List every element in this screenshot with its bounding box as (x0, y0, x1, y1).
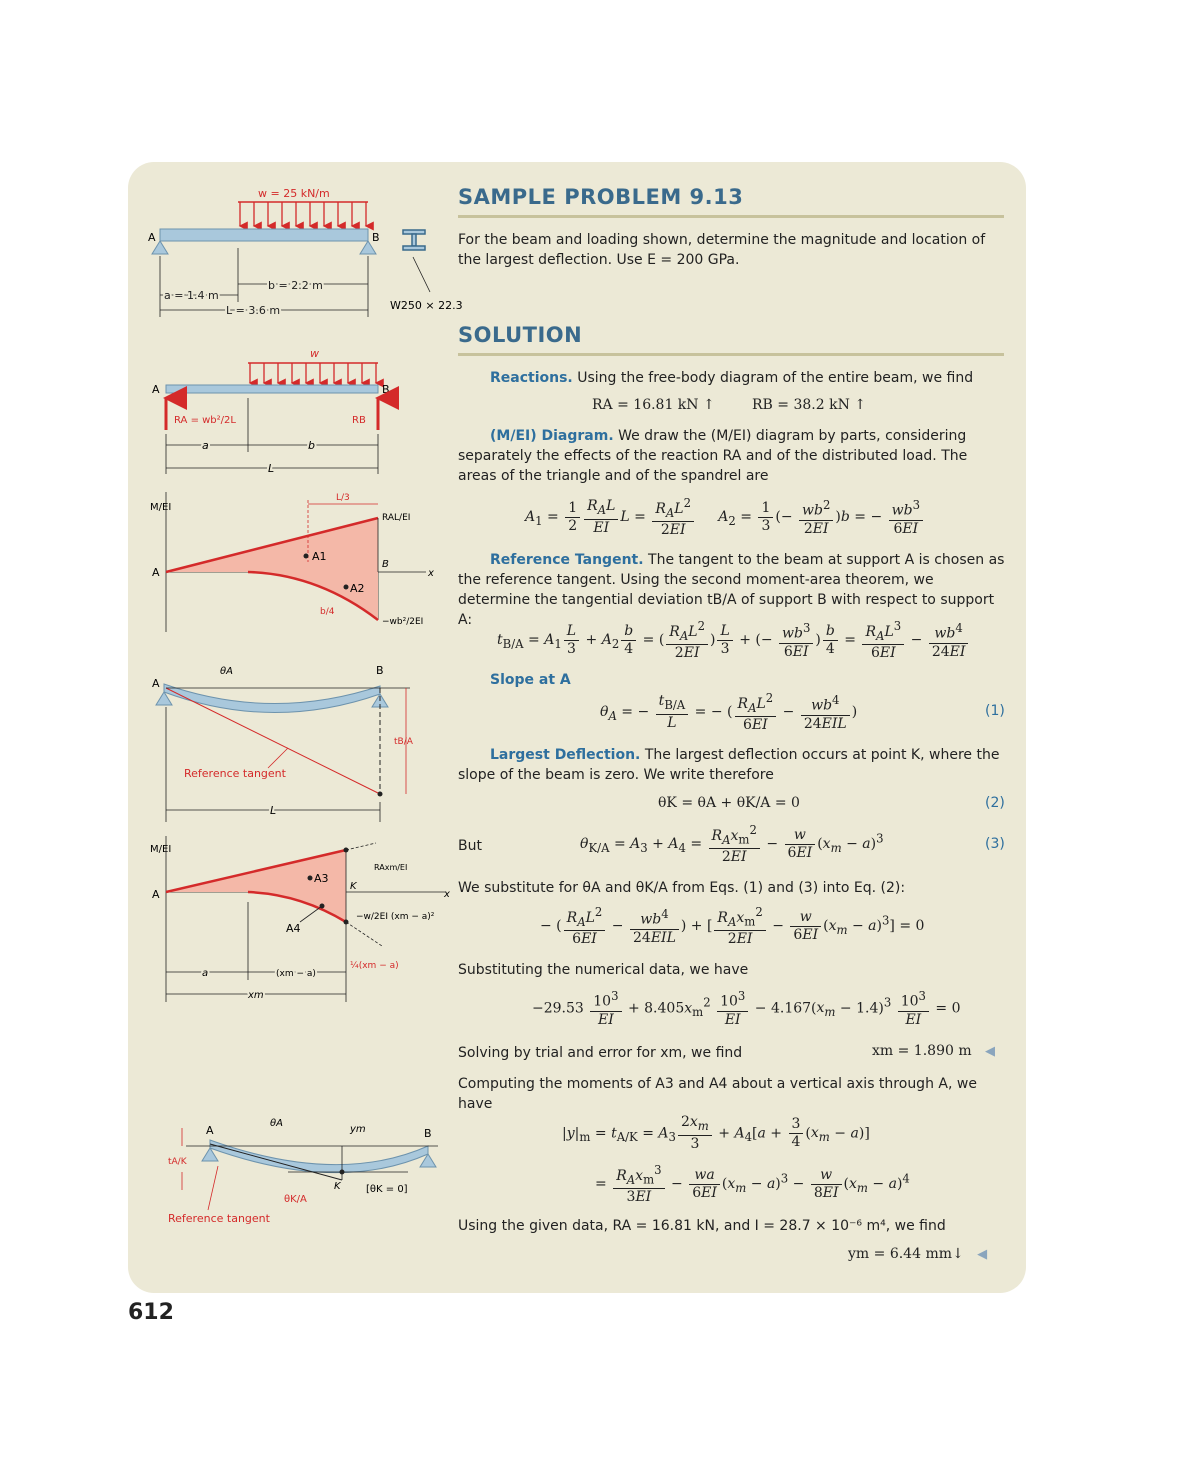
eq2-text: θK = θA + θK/A = 0 (658, 795, 800, 811)
xm-result: xm = 1.890 m ◀ (872, 1043, 995, 1059)
mei2-xm-a: (xm − a) (276, 969, 316, 979)
mei-x-axis: x (428, 568, 434, 579)
ym-equation-1: $|y|_m = t_{A/K} = A_3$ $\frac{2x_m}{3}$ + $A_4[a$ + $\frac{3}{4}$ $(x_m - a)$] (562, 1114, 870, 1152)
largest-heading: Largest Deflection. (490, 747, 641, 763)
mei-axis-label: M/EI (150, 502, 172, 513)
moments-text: Computing the moments of A3 and A4 about a vertical axis through A, we have (458, 1076, 977, 1112)
sample-problem-title: SAMPLE PROBLEM 9.13 (458, 185, 744, 209)
eq-number-1: (1) (985, 703, 1005, 719)
mei2-a4: A4 (286, 922, 301, 935)
tan-theta-a: θA (220, 666, 233, 677)
mei2-xm: xm (248, 990, 264, 1001)
dim-a: a = 1.4 m (164, 289, 219, 302)
ra-result: RA = 16.81 kN ↑ (592, 397, 715, 413)
mei-diagram (150, 492, 434, 632)
eq-number-3: (3) (985, 836, 1005, 852)
mei-b-label: B (382, 559, 389, 570)
mei-paragraph (458, 426, 1006, 486)
beam-point-b: B (372, 231, 380, 244)
theta-a-equation: $\theta_A$ = − $\frac{t_{B/A}}{L}$ = − ( $\frac{R_AL^2}{6EI}$ − $\frac{wb^4}{\text{24EIL}}$ ) (600, 691, 858, 734)
mei-ral-ei: RAL/EI (382, 513, 411, 523)
fbd-dim-b: b (308, 439, 315, 452)
dim-b: b = 2.2 m (268, 279, 323, 292)
tba-equation: $t_{B/A} = A_1$ $\frac{L}{3}$ + $A_2$ $\frac{b}{4}$ = ( $\frac{R_AL^2}{2EI}$ ) $\frac{L}{3}$ + (− $\frac{wb^3}{6EI}$ ) $\frac{b}{4}$ = $\frac{R_AL^3}{6EI}$ − $\frac{wb^4}{24EI}$ (497, 618, 970, 662)
free-body-diagram (152, 347, 390, 475)
mei-heading: (M/EI) Diagram. (490, 428, 614, 444)
substituted-equation: − ( $\frac{R_AL^2}{6EI}$ − $\frac{wb^4}{\text{24EIL}}$ ) + [ $\frac{R_Ax_m^2}{2EI}$ − $\frac{w}{6EI}$ $(x_m - a)^3] = 0$ (540, 905, 925, 948)
mei-a1: A1 (312, 550, 327, 563)
max-deflection-figure (168, 1118, 438, 1225)
mei2-dim-a: a (202, 968, 209, 979)
section-label: W250 × 22.3 (390, 299, 463, 312)
title-rule (458, 215, 1004, 218)
tan-point-b: B (376, 664, 384, 677)
fbd-ra: RA = wb²/2L (174, 415, 236, 426)
largest-paragraph (458, 745, 1006, 785)
fbd-rb: RB (352, 415, 366, 426)
xm-value: xm = 1.890 m (872, 1043, 972, 1059)
mei2-x-axis: x (444, 889, 450, 900)
reactions-heading: Reactions. (490, 370, 573, 386)
mei-wb2: −wb²/2EI (382, 617, 424, 627)
problem-statement: For the beam and loading shown, determine the magnitude and location of the largest deflection. Use E = 200 GPa. (458, 232, 986, 268)
fbd-point-a: A (152, 383, 160, 396)
mei-point-a: A (152, 566, 160, 579)
beam-point-a: A (148, 231, 156, 244)
fbd-dim-a: a (202, 439, 209, 452)
area-equation: $A_1$ = $\frac{1}{2}$ $\frac{R_AL}{EI}$ L = $\frac{R_AL^2}{2EI}$ $A_2$ = $\frac{1}{3}$ (− $\frac{wb^2}{2EI}$ )b = − $\frac{wb^3}{6EI}$ (525, 495, 925, 539)
mei2-k: K (350, 881, 357, 892)
mei-diagram-k (150, 836, 450, 1002)
tan-dim-l: L (270, 804, 277, 817)
tan-ref-label: Reference tangent (184, 767, 286, 780)
def-ref-label: Reference tangent (168, 1212, 270, 1225)
mei2-point-a: A (152, 888, 160, 901)
theta-ka-equation: $\theta_{K/A} = A_3 + A_4$ = $\frac{R_Ax_m^2}{2EI}$ − $\frac{w}{6EI}$ $(x_m - a)^3$ (580, 823, 884, 866)
def-theta-ka: θK/A (284, 1194, 307, 1205)
mei-l3: L/3 (336, 493, 350, 503)
reactions-paragraph (458, 368, 1006, 388)
numerical-text: Substituting the numerical data, we have (458, 962, 749, 978)
def-theta-a: θA (270, 1118, 283, 1129)
given-text: Using the given data, RA = 16.81 kN, and I = 28.7 × 10⁻⁶ m⁴, we find (458, 1218, 946, 1234)
mei-a2: A2 (350, 582, 365, 595)
mei2-quarter: ¼(xm − a) (350, 961, 399, 971)
eq-number-2: (2) (985, 795, 1005, 811)
def-ym: ym (350, 1124, 366, 1135)
reference-tangent-figure (152, 664, 414, 822)
tan-tba: tB/A (394, 737, 413, 747)
fbd-dim-l: L (268, 462, 275, 475)
solution-title: SOLUTION (458, 323, 583, 347)
reftan-heading: Reference Tangent. (490, 552, 644, 568)
def-point-a: A (206, 1124, 214, 1137)
tan-point-a: A (152, 677, 160, 690)
largest-text: The largest deflection occurs at point K, where the slope of the beam is zero. We write therefore (458, 747, 1000, 783)
ym-result: ym = 6.44 mm↓ ◀ (848, 1246, 988, 1262)
figures-column (128, 162, 468, 1293)
mei2-axis-label: M/EI (150, 844, 172, 855)
dim-l: L = 3.6 m (226, 304, 281, 317)
reftan-text: The tangent to the beam at support A is chosen as the reference tangent. Using the second moment-area theorem, we determine the tangential deviation tB/A of support B with respect to support A: (458, 552, 1005, 628)
reactions-text: Using the free-body diagram of the entire beam, we find (577, 370, 974, 386)
slope-heading: Slope at A (490, 672, 571, 688)
mei2-w2ei: −w/2EI (xm − a)² (356, 912, 435, 922)
numerical-equation: −29.53 $\frac{10^3}{EI}$ + $8.405x_m^2$ $\frac{10^3}{EI}$ − $4.167(x_m - 1.4)^3$ $\frac{10^3}{EI}$ = 0 (532, 989, 961, 1028)
def-k: K (334, 1181, 341, 1192)
substitute-text: We substitute for θA and θK/A from Eqs. (1) and (3) into Eq. (2): (458, 880, 906, 896)
w-section-icon (403, 230, 425, 250)
load-label: w = 25 kN/m (258, 187, 330, 200)
solution-rule (458, 353, 1004, 356)
mei2-raxm: RAxm/EI (374, 863, 408, 872)
mei2-a3: A3 (314, 872, 329, 885)
def-point-b: B (424, 1127, 432, 1140)
but-label: But (458, 838, 482, 854)
fbd-point-b: B (382, 383, 390, 396)
ym-value: ym = 6.44 mm↓ (848, 1246, 964, 1262)
mei-b4: b/4 (320, 607, 335, 617)
def-tak: tA/K (168, 1157, 187, 1167)
fbd-w: w (310, 347, 319, 360)
ym-equation-2: = $\frac{R_Ax_m^3}{3EI}$ − $\frac{wa}{6EI}$ $(x_m - a)^3$ − $\frac{w}{8EI}$ $(x_m - a)^4$ (595, 1163, 910, 1206)
def-theta-k0: [θK = 0] (366, 1184, 408, 1195)
mei-text: We draw the (M/EI) diagram by parts, considering separately the effects of the reaction RA and of the distributed load. The areas of the triangle and of the spandrel are (458, 428, 968, 484)
rb-result: RB = 38.2 kN ↑ (752, 397, 866, 413)
page-number: 612 (128, 1300, 174, 1325)
loaded-beam-figure (148, 187, 463, 317)
trial-text: Solving by trial and error for xm, we find (458, 1045, 743, 1061)
